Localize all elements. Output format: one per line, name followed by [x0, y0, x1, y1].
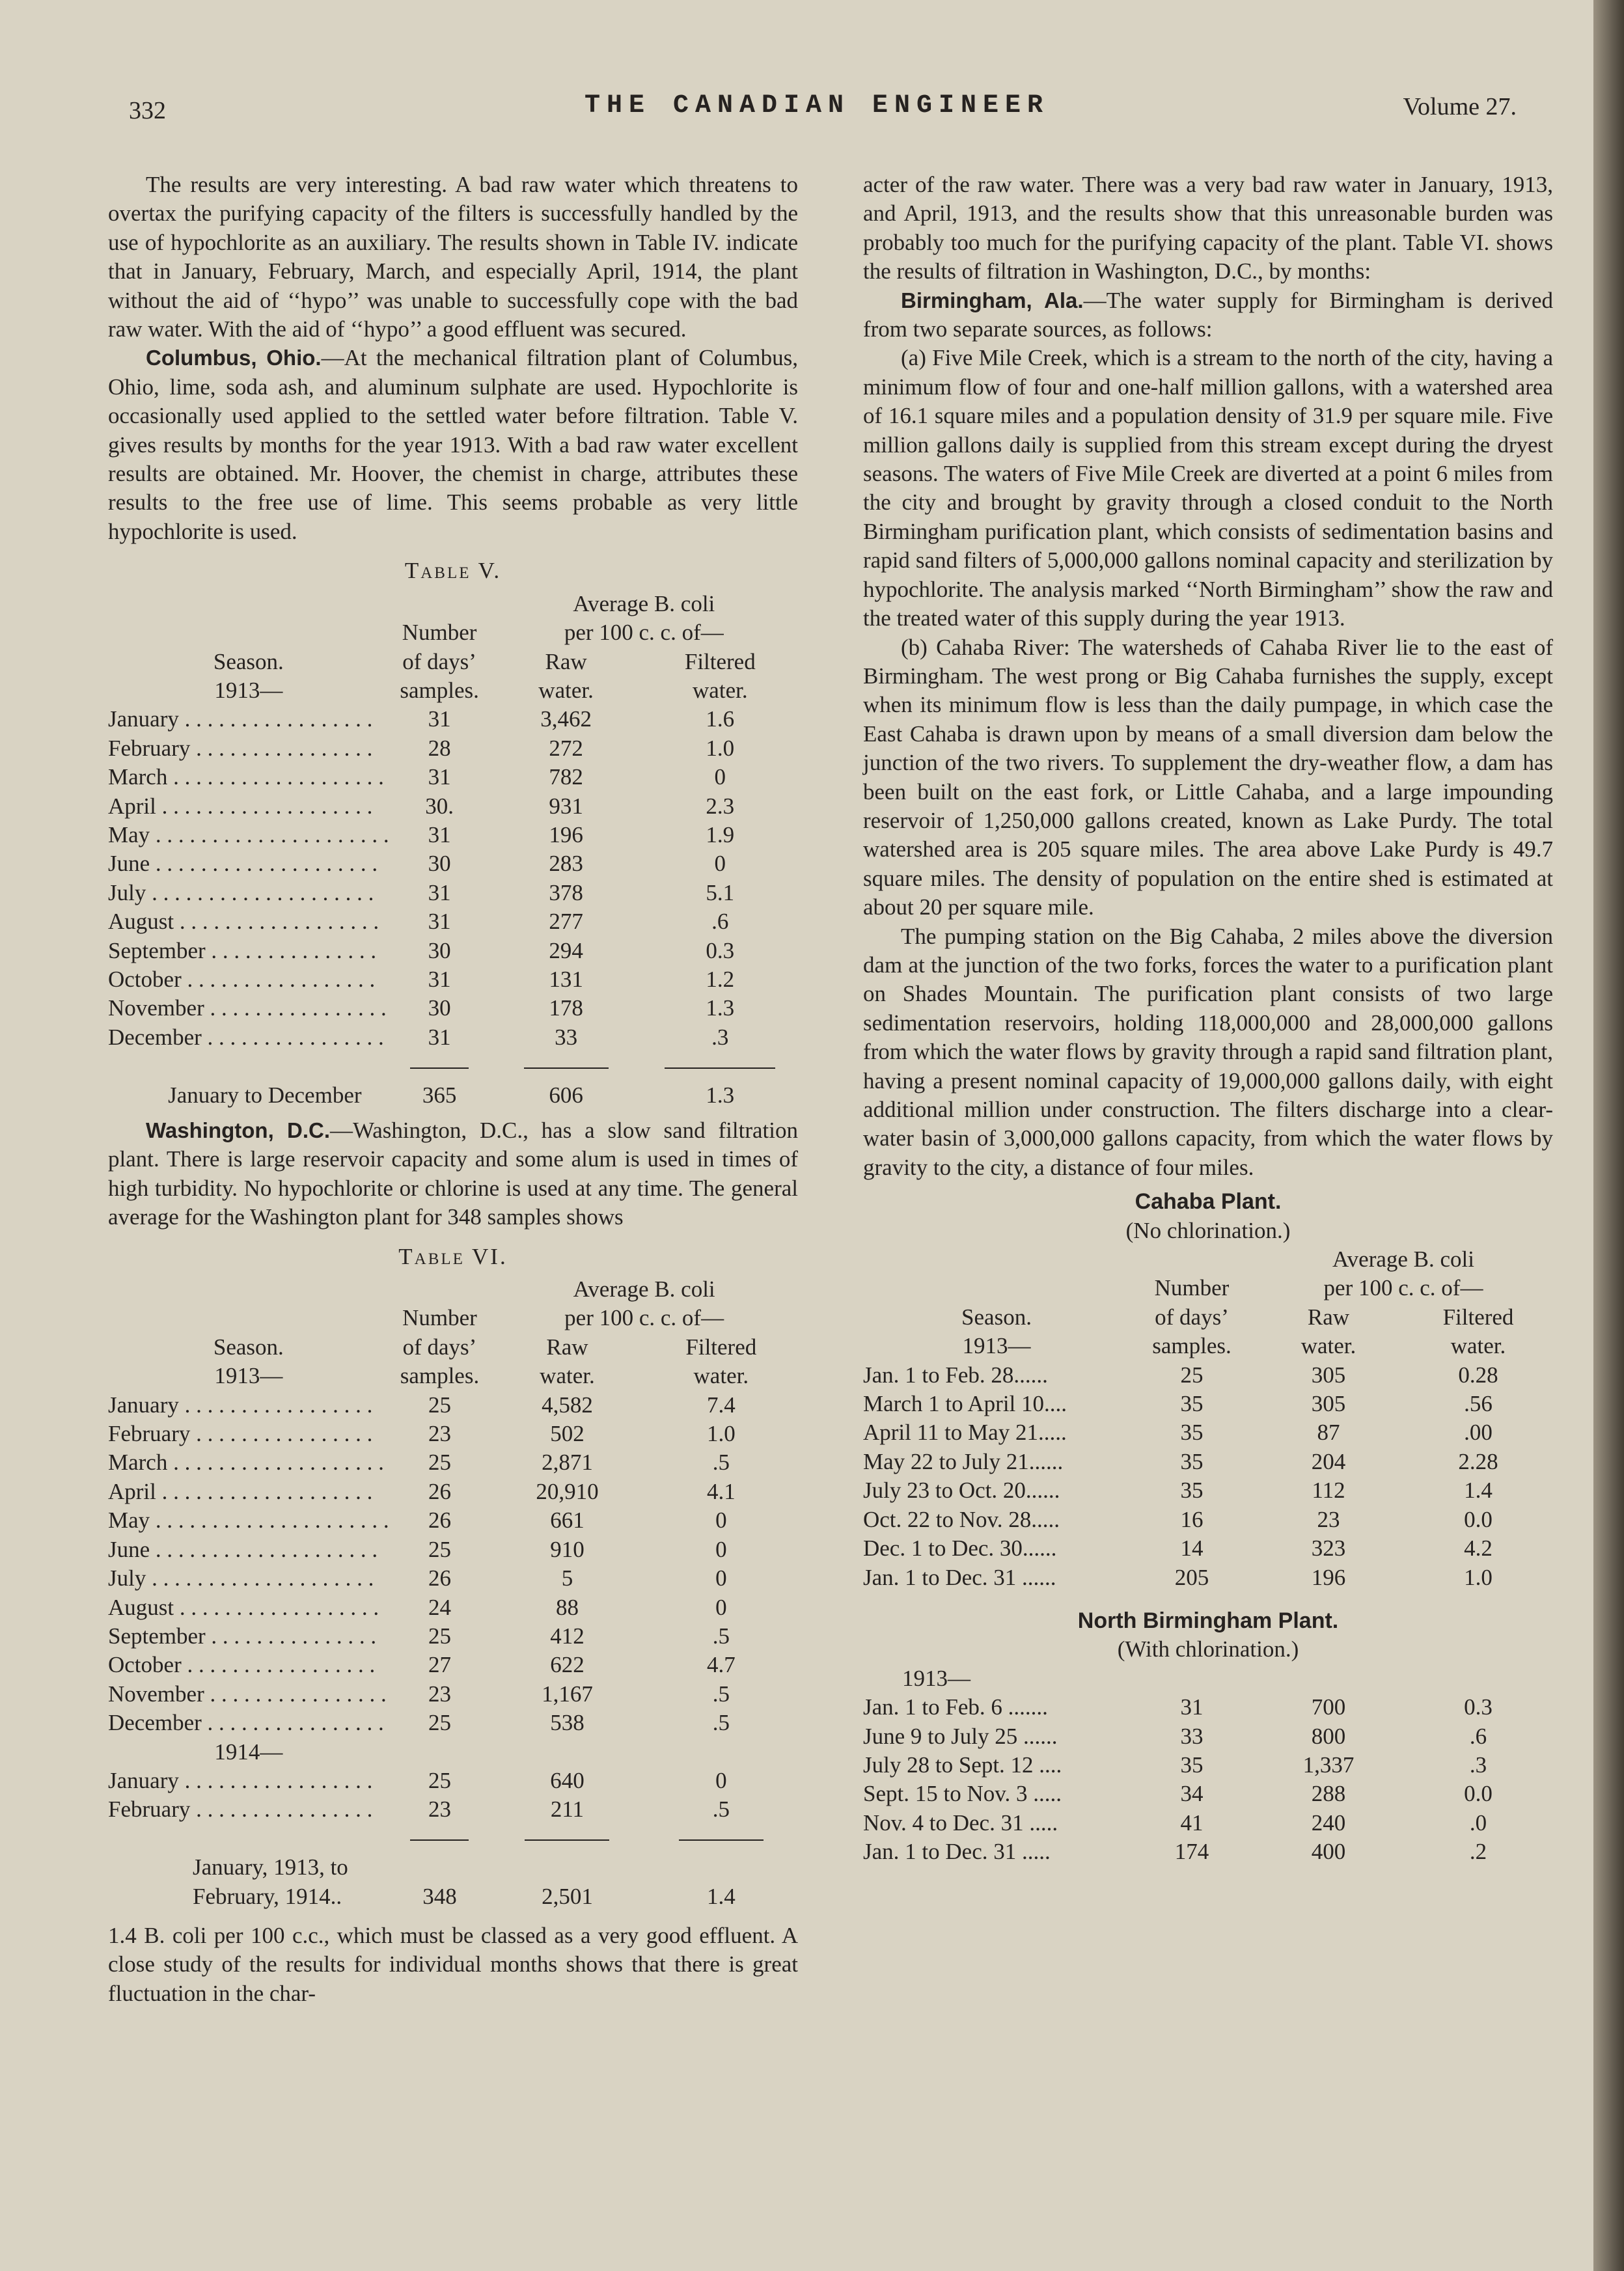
cell-value: 23	[428, 1796, 451, 1823]
table-row	[108, 1448, 798, 1477]
table-row	[108, 1478, 798, 1506]
cell-value: 305	[1311, 1362, 1346, 1388]
table-row	[863, 1780, 1553, 1808]
row-label: Jan. 1 to Feb. 28......	[863, 1362, 1048, 1388]
cell-value: 4,582	[542, 1392, 593, 1418]
row-label: August . . . . . . . . . . . . . . . . . .	[108, 909, 379, 935]
row-label: Jan. 1 to Feb. 6 .......	[863, 1694, 1048, 1720]
table-row	[108, 1506, 798, 1535]
row-label: October . . . . . . . . . . . . . . . . .	[108, 1652, 376, 1678]
cell-value: 30	[428, 937, 451, 963]
table-row	[108, 705, 798, 734]
paragraph: The pumping station on the Big Cahaba, 2 miles above the diversion dam at the junction of the two forks, forces the water to a purification plant on Shades Mountain. The purification plant consists of two large sedimentation reservoirs, holding 118,000,000 and 28,000,000 gallons from which the water flows by gravity through a rapid sand filtration plant, having a present nominal capacity of 19,000,000 gallons daily, with eight additional million under construction. The filters discharge into a clear-water basin of 3,000,000 gallons capacity, from which the water flows by gravity to the city, a distance of four miles.	[863, 923, 1553, 1180]
table-row	[863, 1418, 1553, 1447]
cell-value: 16	[1180, 1506, 1204, 1532]
cell-value: 31	[1180, 1694, 1204, 1720]
table-year-label: 1914—	[214, 1739, 283, 1765]
column-heading: of days’	[1155, 1304, 1229, 1330]
cell-value: 35	[1180, 1752, 1204, 1778]
column-heading: Filtered	[684, 648, 756, 674]
cell-value: 0	[715, 1536, 727, 1562]
cell-value: 1.0	[706, 735, 735, 761]
row-label: January . . . . . . . . . . . . . . . . .	[108, 706, 373, 732]
column-heading: Raw	[545, 648, 587, 674]
cell-value: 931	[549, 793, 583, 819]
cell-value: 25	[428, 1392, 451, 1418]
cell-value: .5	[712, 1623, 730, 1649]
cell-value: 26	[428, 1478, 451, 1504]
table-row	[108, 1535, 798, 1564]
cell-value: 2,871	[542, 1450, 593, 1476]
table-row	[108, 965, 798, 994]
row-label: May . . . . . . . . . . . . . . . . . . . . .	[108, 821, 389, 847]
cell-value: 323	[1311, 1535, 1346, 1562]
cell-value: 1.3	[706, 995, 735, 1021]
cell-value: 26	[428, 1565, 451, 1591]
column-heading: Season.	[961, 1304, 1032, 1330]
table-row	[863, 1476, 1553, 1505]
column-heading: Average B. coli	[573, 1276, 715, 1302]
table-row	[108, 849, 798, 878]
table-row	[108, 1564, 798, 1593]
row-label: Jan. 1 to Dec. 31 ......	[863, 1564, 1056, 1590]
page-number: 332	[129, 97, 166, 124]
table-row	[108, 1420, 798, 1448]
table-row	[863, 1563, 1553, 1592]
cell-value: 5	[561, 1565, 573, 1591]
cell-value: 35	[1180, 1448, 1204, 1474]
cell-value: 661	[550, 1507, 585, 1534]
cell-value: 25	[428, 1536, 451, 1562]
plant-title: North Birmingham Plant.	[1077, 1608, 1339, 1633]
cell-value: 35	[1180, 1478, 1204, 1504]
running-header	[117, 91, 1517, 128]
column-heading: Average B. coli	[1332, 1246, 1474, 1273]
cell-value: 30	[428, 851, 451, 877]
row-label: June . . . . . . . . . . . . . . . . . . . .	[108, 851, 378, 877]
paragraph: (b) Cahaba River: The watersheds of Cahaba River lie to the east of Birmingham. The west prong or Big Cahaba furnishes the supply, except when its minimum flow is less than the daily pumpage, in which case the East Cahaba is drawn upon by means of a small diversion dam below the junction of the two rivers. To supplement the dry-weather flow, a dam has been built on the east fork, or Little Cahaba, and a large impounding reservoir of 1,250,000 gallons created, known as Lake Purdy. The total watershed area is 205 square miles. The area above Lake Purdy is 49.7 square miles. The density of population on the entire shed is estimated at about 20 per square mile.	[863, 634, 1553, 920]
cell-value: .5	[712, 1681, 730, 1707]
table-total-row: January to December 365 606 1.3	[168, 1082, 735, 1108]
cell-value: 28	[428, 735, 451, 761]
journal-title: THE CANADIAN ENGINEER	[584, 91, 1050, 120]
table-row	[863, 1448, 1553, 1476]
column-heading: Season.	[213, 648, 284, 674]
cell-value: 5.1	[706, 879, 735, 905]
table-row	[108, 792, 798, 821]
cell-value: 502	[550, 1421, 585, 1447]
row-label: March . . . . . . . . . . . . . . . . . . .	[108, 764, 384, 790]
column-heading: of days’	[402, 648, 476, 674]
cell-value: .5	[712, 1710, 730, 1736]
cell-value: 1.2	[706, 966, 735, 992]
table-row	[108, 1651, 798, 1679]
cell-value: 196	[549, 821, 583, 847]
cell-value: 24	[428, 1594, 451, 1620]
cell-value: 0	[715, 1767, 727, 1793]
paragraph: The results are very interesting. A bad raw water which threatens to overtax the purifying capacity of the filters is successfully handled by the use of hypochlorite as an auxiliary. The results shown in Table IV. indicate that in January, February, March, and especially April, 1914, the plant without the aid of ‘‘hypo’’ was unable to successfully cope with the bad raw water. With the aid of ‘‘hypo’’ a good effluent was secured.	[108, 172, 798, 342]
row-label: January . . . . . . . . . . . . . . . . .	[108, 1767, 373, 1793]
plant-title: Cahaba Plant.	[1135, 1189, 1282, 1215]
column-heading: Raw	[546, 1334, 588, 1360]
cell-value: 910	[550, 1536, 585, 1562]
table-row	[863, 1390, 1553, 1418]
paragraph: (a) Five Mile Creek, which is a stream to the north of the city, having a minimum flow of four and one-half million gallons, with a watershed area of 16.1 square miles and a population density of 31.9 per square mile. Five million gallons daily is supplied from this stream except during the dryest seasons. The waters of Five Mile Creek are diverted at a point 6 miles from the city and brought by gravity through a closed conduit to the North Birmingham purification plant, which consists of sedimentation basins and rapid sand filters of 5,000,000 gallons nominal capacity and sterilization by hypochlorite. The analysis marked ‘‘North Birmingham’’ show the raw and the treated water of this supply during the year 1913.	[863, 345, 1553, 631]
cell-value: 88	[555, 1594, 579, 1620]
cell-value: 1.4	[1464, 1478, 1493, 1504]
column-heading: water.	[540, 1363, 595, 1389]
cell-value: 4.1	[706, 1478, 736, 1504]
cell-value: 782	[549, 764, 583, 790]
row-label: April . . . . . . . . . . . . . . . . . . .	[108, 793, 373, 819]
cell-value: 288	[1311, 1781, 1346, 1807]
cell-value: 178	[549, 995, 583, 1021]
cell-value: 2.3	[706, 793, 735, 819]
cell-value: 31	[428, 879, 451, 905]
cell-value: 26	[428, 1507, 451, 1534]
row-label: Nov. 4 to Dec. 31 .....	[863, 1810, 1058, 1836]
table-row	[108, 1622, 798, 1651]
row-label: September . . . . . . . . . . . . . . .	[108, 1623, 377, 1649]
cell-value: 33	[1180, 1723, 1204, 1749]
table-total-row: January, 1913, to	[193, 1854, 348, 1880]
cell-value: 23	[1317, 1506, 1340, 1532]
row-label: October . . . . . . . . . . . . . . . . .	[108, 966, 376, 992]
cell-value: 305	[1311, 1391, 1346, 1417]
row-label: December . . . . . . . . . . . . . . . .	[108, 1024, 384, 1050]
volume-label: Volume 27.	[1403, 93, 1517, 120]
cell-value: 33	[555, 1024, 578, 1050]
cell-value: .5	[712, 1796, 730, 1823]
cell-value: .3	[711, 1024, 729, 1050]
column-heading: Number	[1154, 1275, 1230, 1301]
cell-value: 25	[428, 1710, 451, 1736]
row-label: December . . . . . . . . . . . . . . . .	[108, 1710, 384, 1736]
cell-value: 0	[715, 1594, 727, 1620]
row-label: July . . . . . . . . . . . . . . . . . . . .	[108, 1565, 374, 1591]
cell-value: 4.7	[706, 1652, 736, 1678]
column-heading: Raw	[1307, 1304, 1350, 1330]
row-label: May . . . . . . . . . . . . . . . . . . . . .	[108, 1507, 389, 1534]
row-label: November . . . . . . . . . . . . . . . .	[108, 995, 387, 1021]
cell-value: 31	[428, 821, 451, 847]
cell-value: 640	[550, 1767, 585, 1793]
book-spine-edge	[1593, 0, 1624, 2271]
table-row	[108, 907, 798, 936]
cell-value: 131	[549, 966, 583, 992]
row-label: November . . . . . . . . . . . . . . . .	[108, 1681, 387, 1707]
row-label: Jan. 1 to Dec. 31 .....	[863, 1839, 1051, 1865]
cell-value: 0.0	[1464, 1506, 1493, 1532]
cell-value: 0.0	[1464, 1781, 1493, 1807]
cell-value: 378	[549, 879, 583, 905]
row-label: April 11 to May 21.....	[863, 1420, 1067, 1446]
table-row	[863, 1751, 1553, 1780]
row-label: March . . . . . . . . . . . . . . . . . . .	[108, 1450, 384, 1476]
table-row	[108, 994, 798, 1023]
cell-value: .00	[1464, 1420, 1493, 1446]
table-caption: Table VI.	[398, 1243, 508, 1269]
row-label: July . . . . . . . . . . . . . . . . . . . .	[108, 879, 374, 905]
paragraph-text: —Washington, D.C., has a slow sand filtration plant. There is large reservoir capacity and some alum is used in times of high turbidity. No hypochlorite or chlorine is used at any time. The general average for the Washington plant for 348 samples shows	[108, 1118, 798, 1230]
paragraph-text: —The water supply for Birmingham is derived from two separate sources, as follows:	[863, 287, 1553, 342]
cell-value: 31	[428, 706, 451, 732]
row-label: February . . . . . . . . . . . . . . . .	[108, 735, 373, 761]
row-label: September . . . . . . . . . . . . . . .	[108, 937, 377, 963]
column-heading: per 100 c. c. of—	[1323, 1275, 1483, 1301]
cell-value: 27	[428, 1652, 451, 1678]
cell-value: 211	[550, 1796, 585, 1823]
cell-value: 196	[1311, 1564, 1346, 1590]
cell-value: 622	[550, 1652, 585, 1678]
cell-value: .3	[1469, 1752, 1487, 1778]
table-total-row: February, 1914.. 348 2,501 1.4	[193, 1883, 736, 1909]
north-birmingham-table	[863, 1664, 1553, 1867]
row-label: Dec. 1 to Dec. 30......	[863, 1535, 1057, 1562]
cell-value: 7.4	[706, 1392, 736, 1418]
cell-value: 240	[1311, 1810, 1346, 1836]
cell-value: 25	[428, 1623, 451, 1649]
table-v	[108, 590, 798, 1110]
plant-subtitle: (With chlorination.)	[1117, 1636, 1299, 1662]
row-label: January . . . . . . . . . . . . . . . . .	[108, 1392, 373, 1418]
cell-value: 174	[1174, 1839, 1209, 1865]
table-row	[863, 1534, 1553, 1563]
row-label: Sept. 15 to Nov. 3 .....	[863, 1781, 1062, 1807]
table-row	[108, 879, 798, 907]
right-column	[863, 171, 1553, 1867]
cell-value: 0.28	[1458, 1362, 1498, 1388]
cell-value: 25	[428, 1450, 451, 1476]
cell-value: 31	[428, 909, 451, 935]
table-year-label: 1913—	[902, 1665, 970, 1691]
run-in-heading: Columbus, Ohio.	[146, 346, 322, 370]
table-caption: Table V.	[404, 558, 502, 584]
paragraph-text: —At the mechanical filtration plant of Columbus, Ohio, lime, soda ash, and aluminum sulphate are used. Hypochlorite is occasionally used applied to the settled water before filtration. Table V. gives results by months for the year 1913. With a bad raw water excellent results are obtained. Mr. Hoover, the chemist in charge, attributes these results to the free use of lime. This seems probable as very little hypochlorite is used.	[108, 345, 798, 544]
cell-value: 294	[549, 937, 583, 963]
cell-value: 20,910	[536, 1478, 599, 1504]
table-rule-row	[108, 1052, 798, 1080]
cell-value: 25	[428, 1767, 451, 1793]
row-label: April . . . . . . . . . . . . . . . . . . .	[108, 1478, 373, 1504]
cell-value: 23	[428, 1681, 451, 1707]
column-heading: Filtered	[1442, 1304, 1514, 1330]
cell-value: 34	[1180, 1781, 1204, 1807]
column-heading: samples.	[1152, 1333, 1232, 1359]
cell-value: 25	[1180, 1362, 1204, 1388]
row-label: June 9 to July 25 ......	[863, 1723, 1058, 1749]
cell-value: 538	[550, 1710, 585, 1736]
paragraph	[108, 1116, 798, 1232]
cell-value: 4.2	[1464, 1535, 1493, 1562]
table-row	[108, 763, 798, 791]
cell-value: 1.0	[1464, 1564, 1493, 1590]
table-row	[108, 1593, 798, 1622]
cell-value: 412	[550, 1623, 585, 1649]
table-row	[863, 1361, 1553, 1390]
cell-value: 31	[428, 966, 451, 992]
cell-value: 0	[714, 851, 726, 877]
table-row	[863, 1809, 1553, 1837]
cell-value: 1.6	[706, 706, 735, 732]
paragraph: acter of the raw water. There was a very bad raw water in January, 1913, and April, 1913, and the results show that this unreasonable burden was probably too much for the purifying capacity of the plant. Table VI. shows the results of filtration in Washington, D.C., by months:	[863, 172, 1553, 284]
column-heading: water.	[693, 1363, 749, 1389]
column-heading: Average B. coli	[573, 590, 715, 616]
column-heading: samples.	[400, 1363, 480, 1389]
cell-value: 272	[549, 735, 583, 761]
row-label: February . . . . . . . . . . . . . . . .	[108, 1421, 373, 1447]
cell-value: .6	[711, 909, 729, 935]
cell-value: 277	[549, 909, 583, 935]
table-row	[108, 1391, 798, 1420]
cell-value: 0	[715, 1507, 727, 1534]
cell-value: 35	[1180, 1420, 1204, 1446]
left-column	[108, 171, 798, 2008]
cell-value: 41	[1180, 1810, 1204, 1836]
cell-value: 204	[1311, 1448, 1346, 1474]
table-row	[863, 1722, 1553, 1751]
cell-value: 31	[428, 764, 451, 790]
cell-value: .0	[1469, 1810, 1487, 1836]
cell-value: .2	[1469, 1839, 1487, 1865]
row-label: May 22 to July 21......	[863, 1448, 1064, 1474]
column-heading: per 100 c. c. of—	[564, 1305, 724, 1331]
table-row	[108, 1023, 798, 1052]
column-heading: Season.	[213, 1334, 284, 1360]
cell-value: .56	[1464, 1391, 1493, 1417]
table-row	[863, 1837, 1553, 1866]
table-row	[108, 821, 798, 849]
row-label: July 28 to Sept. 12 ....	[863, 1752, 1062, 1778]
row-label: March 1 to April 10....	[863, 1391, 1067, 1417]
table-vi	[108, 1275, 798, 1911]
column-heading: 1913—	[214, 677, 283, 703]
cahaba-table	[863, 1245, 1553, 1592]
paragraph	[108, 344, 798, 546]
row-label: July 23 to Oct. 20......	[863, 1478, 1060, 1504]
run-in-heading: Birmingham, Ala.	[901, 288, 1084, 312]
column-heading: water.	[538, 677, 594, 703]
cell-value: 1,337	[1302, 1752, 1355, 1778]
cell-value: 2.28	[1458, 1448, 1498, 1474]
row-label: June . . . . . . . . . . . . . . . . . . . .	[108, 1536, 378, 1562]
table-row	[863, 1506, 1553, 1534]
cell-value: .6	[1469, 1723, 1487, 1749]
cell-value: 0.3	[1464, 1694, 1493, 1720]
cell-value: 0.3	[706, 937, 735, 963]
cell-value: 30	[428, 995, 451, 1021]
cell-value: 205	[1174, 1564, 1209, 1590]
column-heading: of days’	[402, 1334, 477, 1360]
table-row	[108, 1680, 798, 1709]
plant-subtitle: (No chlorination.)	[1125, 1217, 1291, 1243]
cell-value: 400	[1311, 1839, 1346, 1865]
column-heading: samples.	[400, 677, 479, 703]
row-label: August . . . . . . . . . . . . . . . . . .	[108, 1594, 379, 1620]
cell-value: 112	[1312, 1478, 1345, 1504]
column-heading: 1913—	[214, 1363, 283, 1389]
column-heading: water.	[1450, 1333, 1506, 1359]
cell-value: 3,462	[540, 706, 592, 732]
cell-value: 23	[428, 1421, 451, 1447]
table-row	[108, 734, 798, 763]
table-row	[108, 1795, 798, 1824]
cell-value: 31	[428, 1024, 451, 1050]
cell-value: 30.	[425, 793, 454, 819]
table-row	[863, 1693, 1553, 1722]
cell-value: 87	[1317, 1420, 1340, 1446]
column-heading: Number	[402, 1305, 477, 1331]
cell-value: 700	[1311, 1694, 1346, 1720]
cell-value: 14	[1180, 1535, 1204, 1562]
paragraph: 1.4 B. coli per 100 c.c., which must be classed as a very good effluent. A close study of the results for individual months shows that there is great fluctuation in the char-	[108, 1922, 798, 2006]
column-heading: water.	[1301, 1333, 1356, 1359]
table-rule-row	[108, 1824, 798, 1853]
column-heading: Filtered	[685, 1334, 757, 1360]
cell-value: 1.9	[706, 821, 735, 847]
cell-value: 0	[714, 764, 726, 790]
cell-value: 35	[1180, 1391, 1204, 1417]
row-label: February . . . . . . . . . . . . . . . .	[108, 1796, 373, 1823]
row-label: Oct. 22 to Nov. 28.....	[863, 1506, 1060, 1532]
cell-value: 0	[715, 1565, 727, 1591]
cell-value: 1,167	[542, 1681, 593, 1707]
column-heading: per 100 c. c. of—	[564, 620, 724, 646]
cell-value: 283	[549, 851, 583, 877]
cell-value: .5	[712, 1450, 730, 1476]
column-heading: water.	[693, 677, 748, 703]
table-row	[108, 1767, 798, 1795]
paragraph	[863, 286, 1553, 344]
cell-value: 800	[1311, 1723, 1346, 1749]
table-row	[108, 937, 798, 965]
run-in-heading: Washington, D.C.	[146, 1118, 331, 1142]
cell-value: 1.0	[706, 1421, 736, 1447]
table-row	[108, 1709, 798, 1737]
column-heading: 1913—	[962, 1333, 1031, 1359]
column-heading: Number	[402, 620, 477, 646]
